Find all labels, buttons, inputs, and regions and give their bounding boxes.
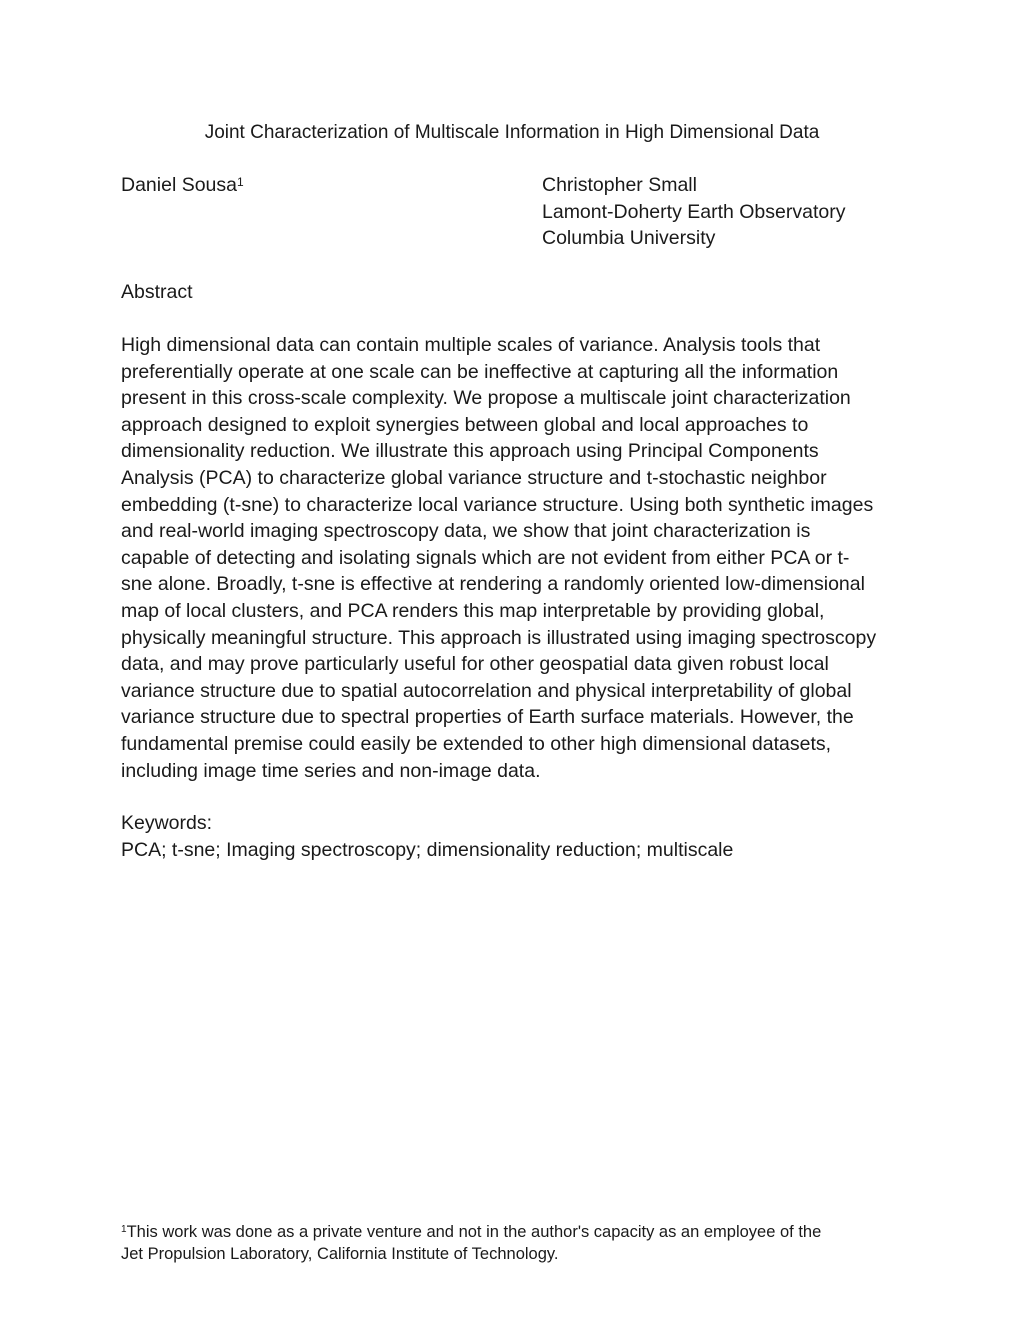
abstract-line: High dimensional data can contain multiple scales of variance. Analysis tools that xyxy=(121,334,821,356)
abstract-line: data, and may prove particularly useful for other geospatial data given robust local xyxy=(121,653,829,676)
author-footnote-mark: 1 xyxy=(237,175,244,189)
abstract-body xyxy=(121,332,876,784)
abstract-line: variance structure due to spectral properties of Earth surface materials. However, the xyxy=(121,706,854,729)
author-institution: Columbia University xyxy=(542,227,716,249)
abstract-line: and real-world imaging spectroscopy data, we show that joint characterization is xyxy=(121,520,811,543)
abstract-line: Analysis (PCA) to characterize global variance structure and t-stochastic neighbor xyxy=(121,466,827,489)
footnote-line xyxy=(121,1221,821,1243)
abstract-heading: Abstract xyxy=(121,281,193,303)
author-affiliation: Lamont-Doherty Earth Observatory xyxy=(542,200,846,223)
author-name: Christopher Small xyxy=(542,174,697,196)
footnote-mark: 1 xyxy=(121,1224,127,1235)
abstract-line: physically meaningful structure. This approach is illustrated using imaging spectroscopy xyxy=(121,626,877,649)
footnote-text: This work was done as a private venture and not in the author's capacity as an employee of the xyxy=(126,1223,822,1241)
author-block-second xyxy=(542,172,845,252)
abstract-line: approach designed to exploit synergies between global and local approaches to xyxy=(121,413,809,436)
abstract-line: present in this cross-scale complexity. We propose a multiscale joint characterization xyxy=(121,387,851,410)
keywords-list: PCA; t-sne; Imaging spectroscopy; dimensionality reduction; multiscale xyxy=(121,839,734,861)
abstract-line: map of local clusters, and PCA renders this map interpretable by providing global, xyxy=(121,599,825,622)
abstract-line: sne alone. Broadly, t-sne is effective at rendering a randomly oriented low-dimensional xyxy=(121,573,865,596)
author-block-first xyxy=(121,172,244,199)
abstract-line: capable of detecting and isolating signals which are not evident from either PCA or t- xyxy=(121,546,850,569)
author-name: Daniel Sousa xyxy=(121,174,237,196)
paper-title: Joint Characterization of Multiscale Information in High Dimensional Data xyxy=(204,122,820,143)
footnote-line: Jet Propulsion Laboratory, California Institute of Technology. xyxy=(121,1245,559,1263)
abstract-line: dimensionality reduction. We illustrate this approach using Principal Components xyxy=(121,440,819,463)
abstract-line: embedding (t-sne) to characterize local variance structure. Using both synthetic images xyxy=(121,493,874,516)
footnote xyxy=(121,1221,821,1265)
abstract-line: variance structure due to spatial autocorrelation and physical interpretability of global xyxy=(121,679,852,702)
abstract-line: fundamental premise could easily be extended to other high dimensional datasets, xyxy=(121,732,832,755)
abstract-line: preferentially operate at one scale can be ineffective at capturing all the information xyxy=(121,360,839,383)
abstract-line: including image time series and non-image data. xyxy=(121,759,541,782)
keywords-heading: Keywords: xyxy=(121,812,213,834)
